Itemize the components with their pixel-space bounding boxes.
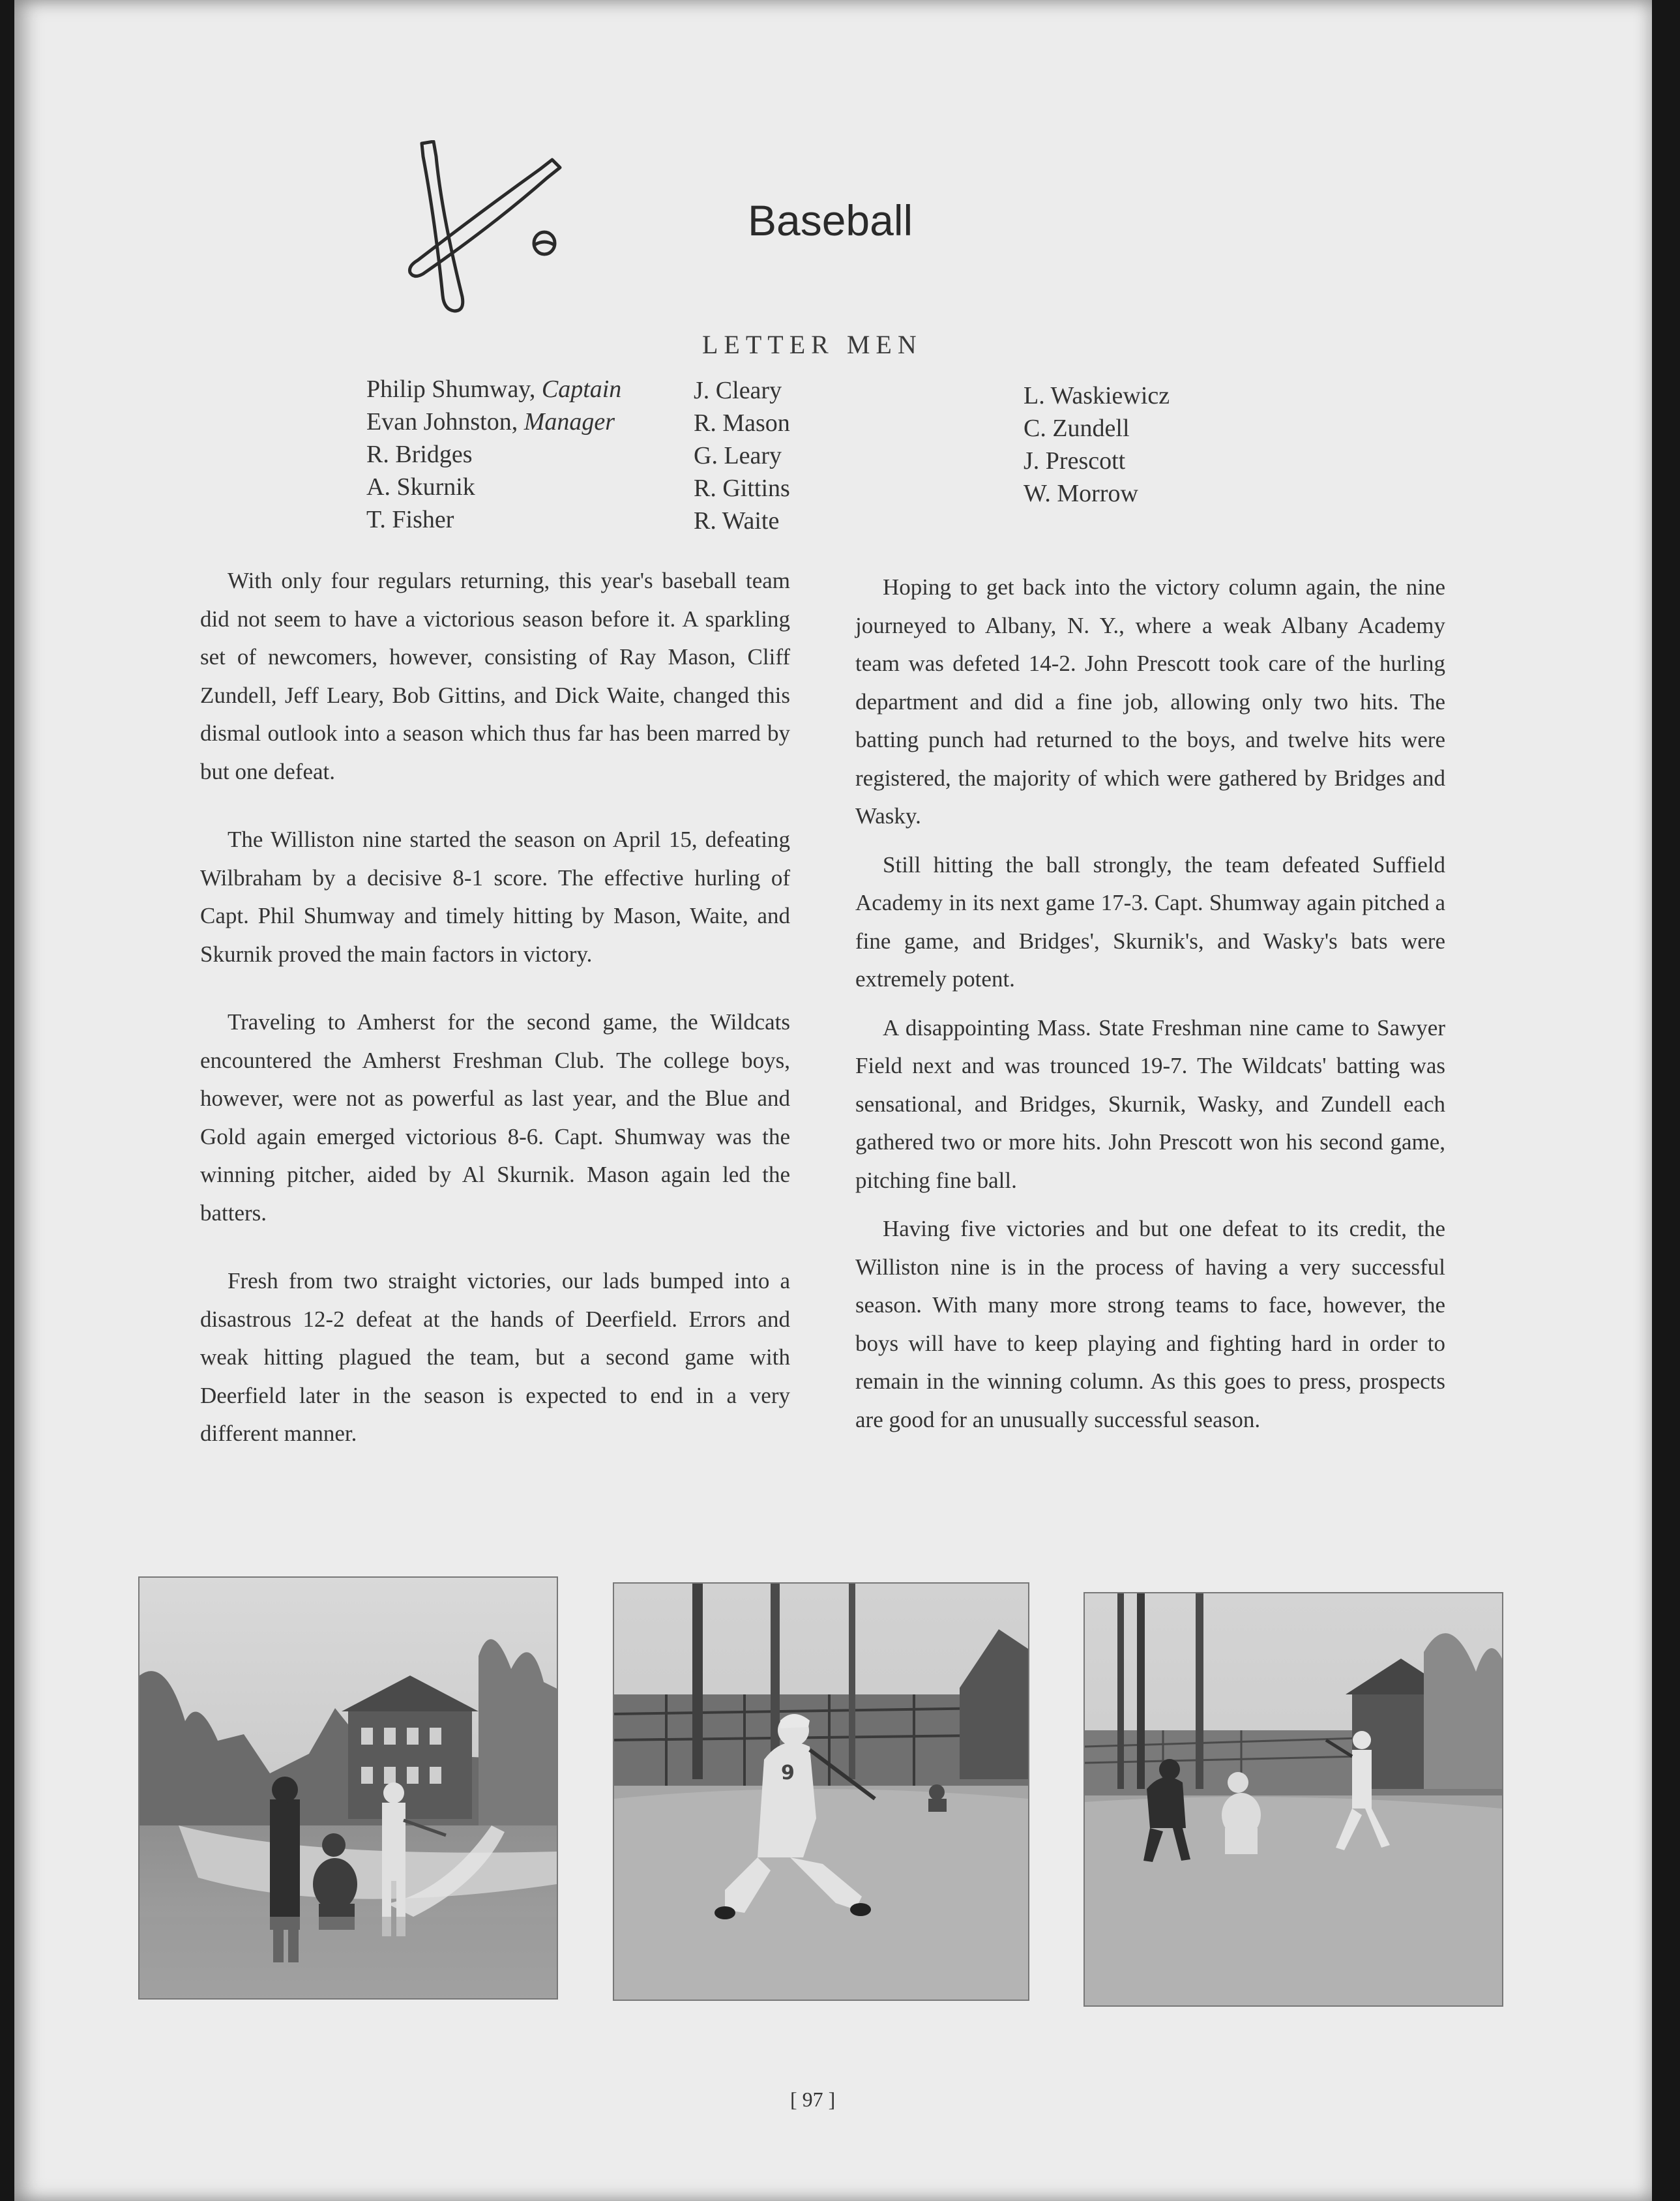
photo-batter-swing <box>613 1582 1029 2001</box>
letter-men-heading: LETTER MEN <box>702 330 922 359</box>
crossed-bats-ball-icon <box>402 140 578 319</box>
roster-entry: G. Leary <box>694 442 782 469</box>
roster-entry: T. Fisher <box>366 506 454 533</box>
article-paragraph: Fresh from two straight victories, our lads bumped into a disastrous 12-2 defeat at the hands of Deerfield. Errors and weak hitting plagued the team, but a second game with Deerfield later in the season is expected to end in a very different manner. <box>200 1268 790 1446</box>
yearbook-page <box>14 0 1652 2201</box>
article-left-column <box>200 562 790 1483</box>
roster-column-1 <box>366 373 621 536</box>
article-paragraph: Hoping to get back into the victory column again, the nine journeyed to Albany, N. Y., where a weak Albany Academy team was defeted 14-2. John Prescott took care of the hurling department and did a fine job, allowing only two hits. The batting punch had returned to the boys, and twelve hits were registered, the majority of which were gathered by Bridges and Wasky. <box>855 574 1445 829</box>
roster-entry: A. Skurnik <box>366 473 475 501</box>
roster-entry: R. Gittins <box>694 475 790 502</box>
roster-entry: R. Waite <box>694 507 780 535</box>
article-paragraph: The Williston nine started the season on April 15, defeating Wilbraham by a decisive 8-1 score. The effective hurling of Capt. Phil Shumway and timely hitting by Mason, Waite, and Skurnik proved the main factors in victory. <box>200 827 790 967</box>
page-title: Baseball <box>748 196 913 244</box>
roster-entry: R. Mason <box>694 409 790 437</box>
roster-entry: L. Waskiewicz <box>1024 382 1170 409</box>
roster-column-3 <box>1024 379 1170 510</box>
article-right-column <box>855 569 1445 1449</box>
article-paragraph: With only four regulars returning, this year's baseball team did not seem to have a victorious season before it. A sparkling set of newcomers, however, consisting of Ray Mason, Cliff Zundell, Jeff Leary, Bob Gittins, and Dick Waite, changed this dismal outlook into a season which thus far has been marred by but one defeat. <box>200 568 790 784</box>
svg-text:9: 9 <box>781 1762 795 1784</box>
roster-entry: Philip Shumway, Captain <box>366 376 622 403</box>
roster-column-2 <box>694 374 790 537</box>
roster-entry: C. Zundell <box>1024 415 1130 442</box>
roster-entry: J. Cleary <box>694 377 782 404</box>
roster-entry: R. Bridges <box>366 441 473 468</box>
page-number: [ 97 ] <box>790 2088 836 2111</box>
photo-batter-at-plate <box>138 1576 558 2000</box>
roster-entry: Evan Johnston, Manager <box>366 408 615 436</box>
photo-game-wide-shot <box>1083 1592 1503 2007</box>
article-paragraph: Traveling to Amherst for the second game, the Wildcats encountered the Amherst Freshman Club. The college boys, however, were not as powerful as last year, and the Blue and Gold again emerged victorious 8-6. Capt. Shumway was the winning pitcher, aided by Al Skurnik. Mason again led the batters. <box>200 1009 790 1226</box>
article-paragraph: A disappointing Mass. State Freshman nine came to Sawyer Field next and was trounced 19-7. The Wildcats' batting was sensational, and Bridges, Skurnik, Wasky, and Zundell each gathered two or more hits. John Prescott won his second game, pitching fine ball. <box>855 1014 1445 1193</box>
article-paragraph: Still hitting the ball strongly, the team defeated Suffield Academy in its next game 17-3. Capt. Shumway again pitched a fine game, and Bridges', Skurnik's, and Wasky's bats were extremely potent. <box>855 851 1445 992</box>
roster-entry: J. Prescott <box>1024 447 1126 475</box>
roster-entry: W. Morrow <box>1024 480 1138 507</box>
article-paragraph: Having five victories and but one defeat to its credit, the Williston nine is in the process of having a very successful season. With many more strong teams to face, however, the boys will have to keep playing and fighting hard in order to remain in the winning column. As this goes to press, prospects are good for an unusually successful season. <box>855 1216 1445 1432</box>
